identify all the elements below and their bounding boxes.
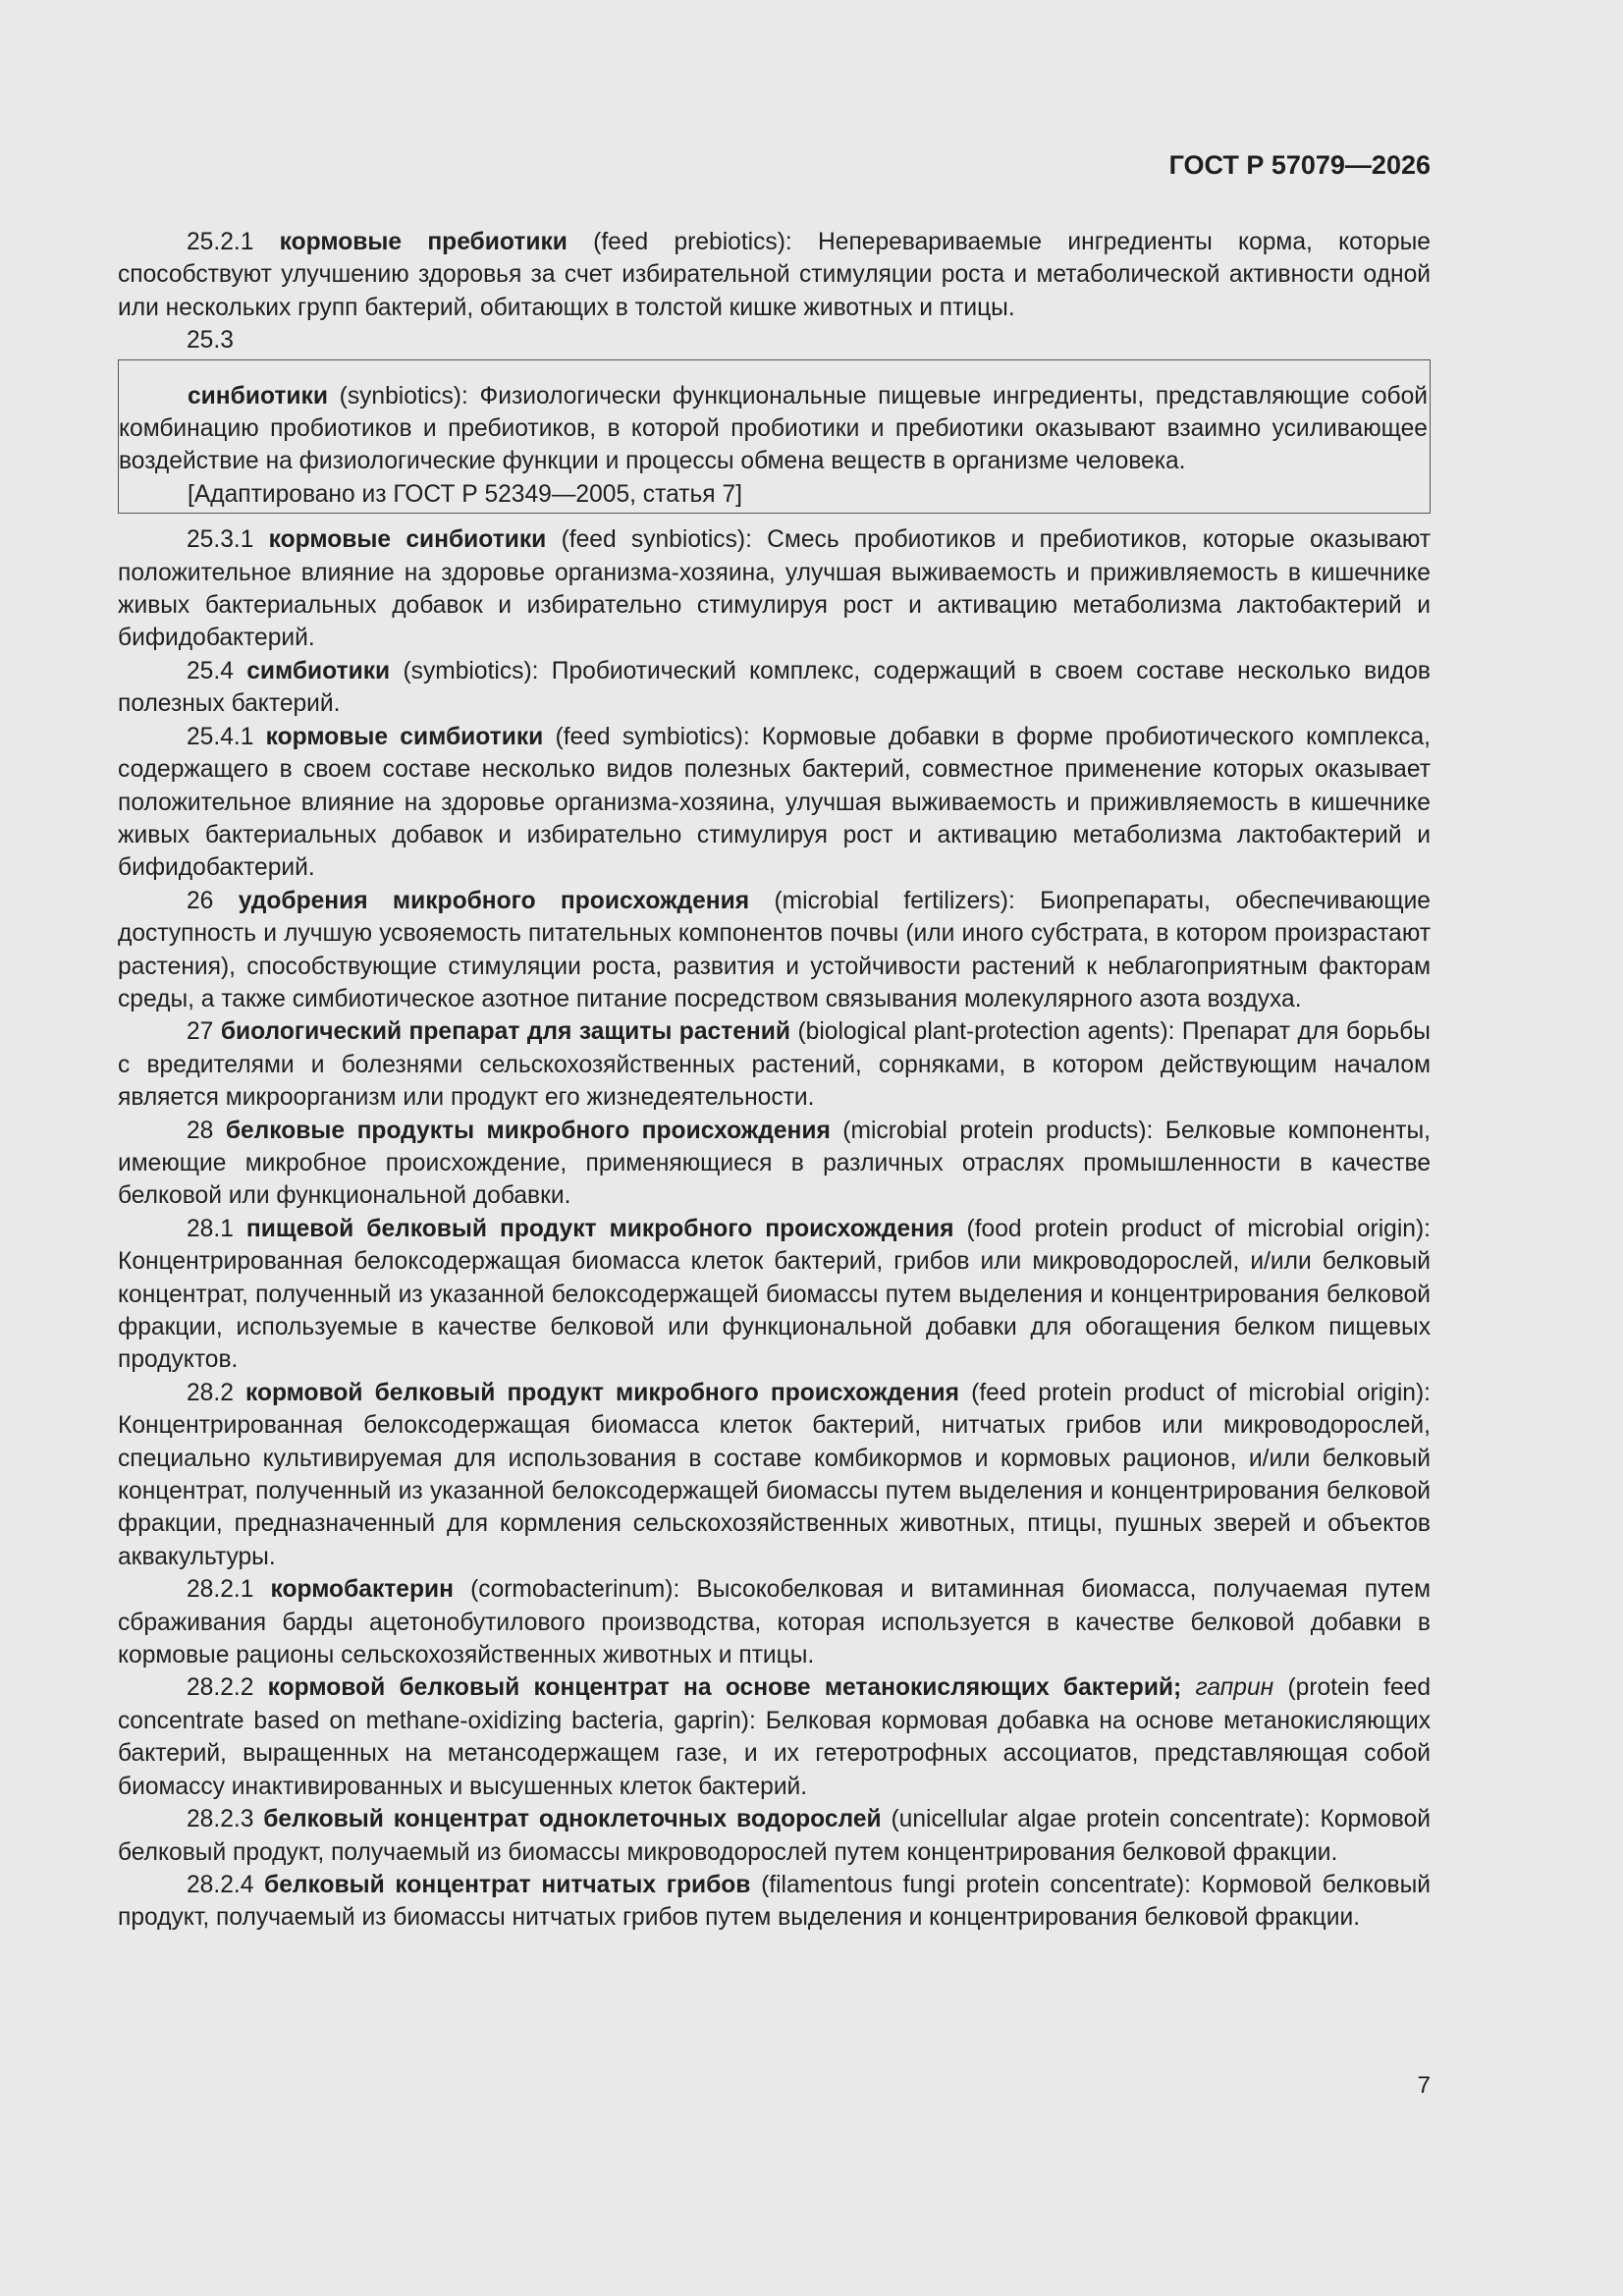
clause-number: 28.2.4 (187, 1871, 265, 1898)
clause-number: 28.2.3 (187, 1806, 264, 1833)
document-code-header: ГОСТ Р 57079—2026 (1168, 150, 1431, 180)
clause-28-1 (118, 1213, 1431, 1377)
clause-number: 25.4 (187, 657, 247, 684)
clause-25-3-1 (118, 523, 1431, 655)
definition-source: [Адаптировано из ГОСТ Р 52349—2005, статья 7] (188, 480, 742, 508)
clause-28-2-4 (118, 1869, 1431, 1935)
clause-term: синбиотики (188, 382, 328, 410)
clause-definition: (feed protein product of microbial origin): Концентрированная белоксодержащая биомасса клеток бактерий, нитчатых грибов или микроводорослей, специально культивируемая для использования в составе комбикормов и кормовых рационов, и/или белковый концентрат, полученный из указанной белоксодержащей биомассы путем выделения и концентрирования белковой фракции, предназначенный для кормления сельскохозяйственных животных, птицы, пушных зверей и объектов аквакультуры. (118, 1379, 1431, 1570)
clause-28-2-3 (118, 1803, 1431, 1869)
clause-definition: (cormobacterinum): Высокобелковая и витаминная биомасса, получаемая путем сбраживания барды ацетонобутилового производства, которая используется в качестве белковой добавки в кормовые рационы сельскохозяйственных животных и птицы. (118, 1576, 1431, 1669)
clause-28 (118, 1115, 1431, 1213)
clause-definition: (feed prebiotics): Неперевариваемые ингредиенты корма, которые способствуют улучшению здоровья за счет избирательной стимуляции роста и метаболической активности одной или нескольких групп бактерий, обитающих в толстой кишке животных и птицы. (118, 229, 1431, 321)
clause-number: 28.2.1 (187, 1576, 271, 1604)
clause-25-4-1 (118, 721, 1431, 885)
clause-25-2-1 (118, 226, 1431, 324)
clause-27 (118, 1015, 1431, 1114)
clause-26 (118, 885, 1431, 1016)
clause-definition: (symbiotics): Пробиотический комплекс, содержащий в своем составе несколько видов полезных бактерий. (118, 657, 1431, 718)
clause-number: 28.2.2 (187, 1674, 268, 1702)
clause-number: 28.1 (187, 1215, 246, 1242)
clause-definition: (protein feed concentrate based on methane-oxidizing bacteria, gaprin): Белковая кормовая добавка на основе метанокисляющих бактерий, выращенных на метансодержащем газе, и их гетеротрофных ассоциатов, представляющая собой биомассу инактивированных и высушенных клеток бактерий. (118, 1674, 1431, 1800)
clause-term: пищевой белковый продукт микробного происхождения (245, 1215, 954, 1242)
clause-definition: (food protein product of microbial origin): Концентрированная белоксодержащая биомасса клеток бактерий, грибов или микроводорослей, и/или белковый концентрат, полученный из указанной белоксодержащей биомассы путем выделения и концентрирования белковой фракции, используемые в качестве белковой или функциональной добавки для обогащения белком пищевых продуктов. (118, 1215, 1432, 1374)
clause-term: удобрения микробного происхождения (238, 887, 750, 914)
clause-term: кормовой белковый концентрат на основе метанокисляющих бактерий; (267, 1674, 1182, 1702)
clause-number: 28 (187, 1117, 226, 1144)
clause-definition: (synbiotics): Физиологически функциональные пищевые ингредиенты, представляющие собой комбинацию пробиотиков и пребиотиков, в которой пробиотики и пребиотики оказывают взаимно усиливающее воздействие на физиологические функции и процессы обмена веществ в организме человека. (119, 382, 1428, 475)
clause-term: белковый концентрат одноклеточных водорослей (263, 1806, 882, 1833)
clause-definition: (microbial protein products): Белковые компоненты, имеющие микробное происхождение, применяющиеся в различных отраслях промышленности в качестве белковой или функциональной добавки. (118, 1117, 1431, 1210)
clause-term: кормобактерин (270, 1576, 454, 1604)
clause-28-2-1 (118, 1573, 1431, 1671)
clause-number: 25.3.1 (187, 526, 269, 554)
clause-number: 25.4.1 (187, 723, 266, 750)
clause-25-4 (118, 655, 1431, 721)
clause-number: 26 (187, 887, 239, 914)
clause-term: кормовой белковый продукт микробного происхождения (244, 1379, 960, 1406)
clause-term: кормовые пребиотики (279, 229, 568, 255)
clause-definition: (microbial fertilizers): Биопрепараты, обеспечивающие доступность и лучшую усвояемость питательных компонентов почвы (или иного субстрата, в котором произрастают растения), способствующие стимуляции роста, развития и устойчивости растений к неблагоприятным факторам среды, а также симбиотическое азотное питание посредством связывания молекулярного азота воздуха. (118, 887, 1431, 1012)
clause-term: кормовые симбиотики (265, 723, 544, 750)
clause-term: белковые продукты микробного происхождения (225, 1117, 831, 1144)
clause-synonym: гаприн (1181, 1674, 1274, 1702)
clause-definition: (biological plant-protection agents): Препарат для борьбы с вредителями и болезнями сельскохозяйственных растений, сорняками, в котором действующим началом является микроорганизм или продукт его жизнедеятельности. (118, 1018, 1431, 1112)
clause-28-2-2 (118, 1671, 1431, 1803)
clause-definition: (feed symbiotics): Кормовые добавки в форме пробиотического комплекса, содержащего в своем составе несколько видов полезных бактерий, совместное применение которых оказывает положительное влияние на здоровье организма-хозяина, улучшая выживаемость и приживляемость в кишечнике живых бактериальных добавок и избирательно стимулируя рост и активацию метаболизма лактобактерий и бифидобактерий. (118, 723, 1431, 882)
page-number: 7 (1417, 2072, 1431, 2099)
clause-term: симбиотики (246, 657, 391, 684)
clause-25-3-number: 25.3 (187, 327, 234, 355)
clause-definition: (feed synbiotics): Смесь пробиотиков и пребиотиков, которые оказывают положительное влияние на здоровье организма-хозяина, улучшая выживаемость и приживляемость в кишечнике живых бактериальных добавок и избирательно стимулируя рост и активацию метаболизма лактобактерий и бифидобактерий. (118, 526, 1431, 652)
clause-term: кормовые синбиотики (268, 526, 547, 554)
document-body (118, 226, 1431, 1935)
clause-definition: (filamentous fungi protein concentrate): Кормовой белковый продукт, получаемый из биомассы нитчатых грибов путем выделения и концентрирования белковой фракции. (118, 1871, 1431, 1932)
clause-28-2 (118, 1377, 1431, 1573)
boxed-definition (119, 380, 1430, 478)
clause-number: 25.2.1 (187, 229, 280, 255)
clause-definition: (unicellular algae protein concentrate): Кормовой белковый продукт, получаемый из биомассы микроводорослей путем концентрирования белковой фракции. (118, 1806, 1431, 1866)
clause-term: белковый концентрат нитчатых грибов (264, 1871, 751, 1898)
clause-number: 28.2 (187, 1379, 245, 1406)
definition-box (118, 359, 1431, 515)
clause-number: 27 (187, 1018, 221, 1046)
clause-term: биологический препарат для защиты растений (220, 1018, 790, 1046)
